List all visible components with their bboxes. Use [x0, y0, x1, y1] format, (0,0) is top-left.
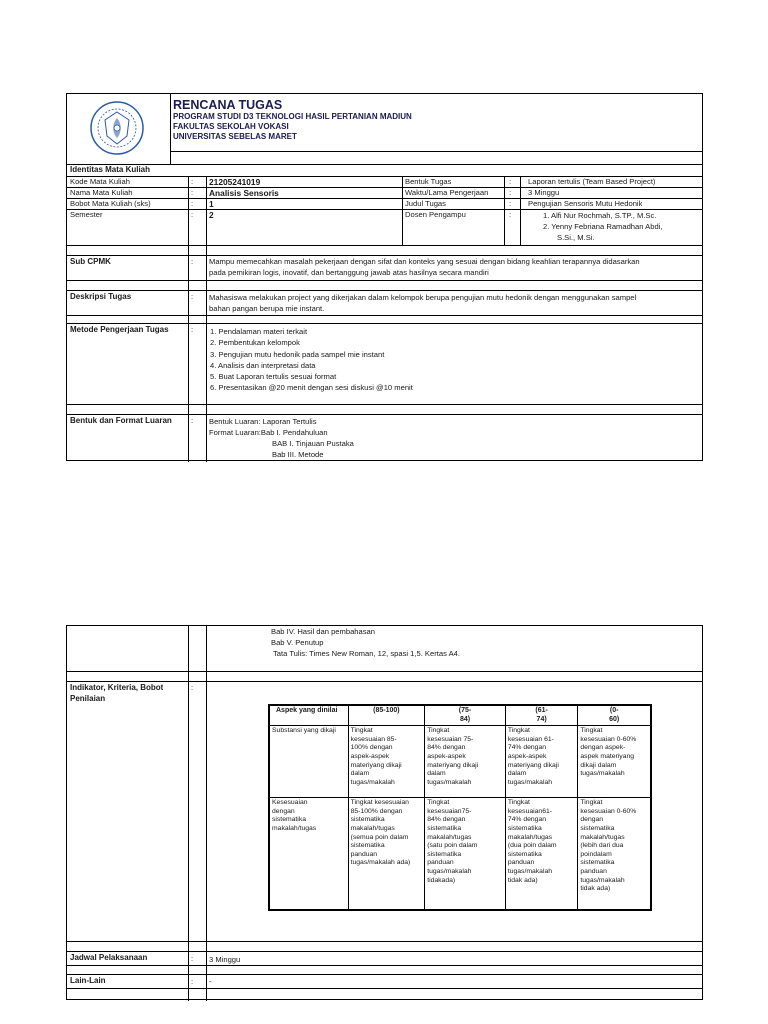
colon: : — [509, 177, 512, 186]
luaran-line-3: BAB I. Tinjauan Pustaka — [272, 439, 354, 448]
identitas-label-kode: Kode Mata Kuliah — [70, 177, 130, 186]
dosen-1: 1. Alfi Nur Rochmah, S.TP., M.Sc. — [543, 211, 657, 220]
identitas-value-waktu: 3 Minggu — [528, 188, 560, 197]
jadwal-value: 3 Minggu — [209, 955, 241, 964]
sub-cpmk-text-1: Mampu memecahkan masalah pekerjaan dengan sifat dan konteks yang sesuai dengan bidang keahlian terapannya didasarkan — [209, 257, 640, 266]
colon: : — [191, 292, 194, 301]
metode-list — [210, 327, 413, 393]
lain-value: - — [209, 977, 212, 986]
table-row — [270, 726, 651, 798]
tata-tulis: Tata Tulis: Times New Roman, 12, spasi 1,5. Kertas A4. — [273, 649, 460, 658]
luaran-label: Bentuk dan Format Luaran — [70, 416, 172, 425]
list-item: 1. Pendalaman materi terkait — [210, 327, 308, 336]
luaran-line-5: Bab IV. Hasil dan pembahasan — [271, 627, 375, 636]
colon: : — [191, 683, 194, 692]
sub-cpmk-label: Sub CPMK — [70, 257, 111, 266]
rubric-cell: Tingkat kesesuaian61- 74% dengan sistematika makalah/tugas (dua poin dalam sistematika panduan tugas/makalah tidak ada) — [505, 798, 578, 910]
deskripsi-text-2: bahan pangan berupa mie instant. — [209, 304, 325, 313]
rubric-header-row — [270, 706, 651, 726]
colon: : — [191, 188, 194, 197]
rubric-cell: Tingkat kesesuaian 61- 74% dengan aspek-aspek materiyang dikaji dalam tugas/makalah — [505, 726, 578, 798]
identitas-value-kode: 21205241019 — [209, 177, 261, 187]
document-title: RENCANA TUGAS — [173, 98, 283, 112]
program-name: PROGRAM STUDI D3 TEKNOLOGI HASIL PERTANIAN MADIUN — [173, 112, 412, 121]
deskripsi-text-1: Mahasiswa melakukan project yang dikerjakan dalam kelompok berupa pengujian mutu hedonik dengan menggunakan sampel — [209, 293, 637, 302]
colon: : — [191, 325, 194, 334]
sub-cpmk-text-2: pada pemikiran logis, inovatif, dan bertanggung jawab atas hasilnya secara mandiri — [209, 268, 489, 277]
rubric-cell: Tingkat kesesuaian 85- 100% dengan aspek-aspek materiyang dikaji dalam tugas/makalah — [348, 726, 425, 798]
identitas-label-nama: Nama Mata Kuliah — [70, 188, 133, 197]
dosen-2: 2. Yenny Febriana Ramadhan Abdi, — [543, 222, 663, 231]
identitas-value-semester: 2 — [209, 210, 214, 220]
identitas-heading: Identitas Mata Kuliah — [70, 165, 151, 174]
identitas-value-bentuk: Laporan tertulis (Team Based Project) — [528, 177, 656, 186]
rubric-table — [268, 704, 652, 911]
rubric-header: (61- 74) — [505, 706, 578, 726]
colon: : — [191, 954, 194, 963]
rubric-cell: Tingkat kesesuaian 75- 84% dengan aspek-aspek materiyang dikaji dalam tugas/makalah — [425, 726, 506, 798]
rubric-cell: Tingkat kesesuaian 0-60% dengan sistematika makalah/tugas (lebih dari dua poindalam sistematika panduan tugas/makalah tidak ada) — [578, 798, 651, 910]
luaran-line-1: Bentuk Luaran: Laporan Tertulis — [209, 417, 317, 426]
identitas-value-judul: Pengujian Sensoris Mutu Hedonik — [528, 199, 643, 208]
colon: : — [509, 199, 512, 208]
lain-label: Lain-Lain — [70, 976, 106, 985]
indikator-label-2: Penilaian — [70, 694, 106, 703]
rubric-cell: Substansi yang dikaji — [270, 726, 349, 798]
rubric-cell: Kesesuaian dengan sistematika makalah/tugas — [270, 798, 349, 910]
colon: : — [509, 188, 512, 197]
dosen-2-title: S.Si., M.Si. — [557, 233, 595, 242]
metode-label: Metode Pengerjaan Tugas — [70, 325, 169, 334]
colon: : — [191, 257, 194, 266]
colon: : — [191, 177, 194, 186]
rencana-tugas-table — [66, 93, 703, 461]
university-seal-icon — [89, 100, 145, 156]
identitas-label-dosen: Dosen Pengampu — [405, 210, 466, 219]
indikator-label-1: Indikator, Kriteria, Bobot — [70, 683, 164, 692]
rubric-header: (0- 60) — [578, 706, 651, 726]
rubric-header: (85-100) — [348, 706, 425, 726]
colon: : — [509, 210, 512, 219]
colon: : — [191, 416, 194, 425]
university-name: UNIVERSITAS SEBELAS MARET — [173, 132, 297, 141]
rubric-header: (75- 84) — [425, 706, 506, 726]
list-item: 6. Presentasikan @20 menit dengan sesi diskusi @10 menit — [210, 383, 413, 393]
jadwal-label: Jadwal Pelaksanaan — [70, 953, 148, 962]
identitas-label-semester: Semester — [70, 210, 103, 219]
identitas-value-nama: Analisis Sensoris — [209, 188, 279, 198]
luaran-line-4: Bab III. Metode — [272, 450, 324, 459]
identitas-label-bobot: Bobot Mata Kuliah (sks) — [70, 199, 151, 208]
document-header — [173, 98, 412, 142]
luaran-line-2: Format Luaran:Bab I. Pendahuluan — [209, 428, 328, 437]
identitas-label-bentuk: Bentuk Tugas — [405, 177, 452, 186]
faculty-name: FAKULTAS SEKOLAH VOKASI — [173, 122, 289, 131]
deskripsi-label: Deskripsi Tugas — [70, 292, 132, 301]
rubric-header: Aspek yang dinilai — [270, 706, 349, 726]
identitas-label-waktu: Waktu/Lama Pengerjaan — [405, 188, 489, 197]
list-item: 5. Buat Laporan tertulis sesuai format — [210, 372, 337, 382]
list-item: 3. Pengujian mutu hedonik pada sampel mie instant — [210, 349, 385, 359]
rubric-cell: Tingkat kesesuaian75- 84% dengan sistematika makalah/tugas (satu poin dalam sistematika panduan tugas/makalah tidakada) — [425, 798, 506, 910]
list-item: 2. Pembentukan kelompok — [210, 338, 300, 348]
identitas-value-bobot: 1 — [209, 199, 214, 209]
luaran-line-6: Bab V. Penutup — [271, 638, 324, 647]
list-item: 4. Analisis dan interpretasi data — [210, 360, 316, 370]
colon: : — [191, 977, 194, 986]
identitas-label-judul: Judul Tugas — [405, 199, 446, 208]
table-row — [270, 798, 651, 910]
colon: : — [191, 210, 194, 219]
rubric-cell: Tingkat kesesuaian 0-60% dengan aspek- aspek materiyang dikaji dalam tugas/makalah — [578, 726, 651, 798]
rubric-cell: Tingkat kesesuaian 85-100% dengan sistematika makalah/tugas (semua poin dalam sistematika panduan tugas/makalah ada) — [348, 798, 425, 910]
colon: : — [191, 199, 194, 208]
